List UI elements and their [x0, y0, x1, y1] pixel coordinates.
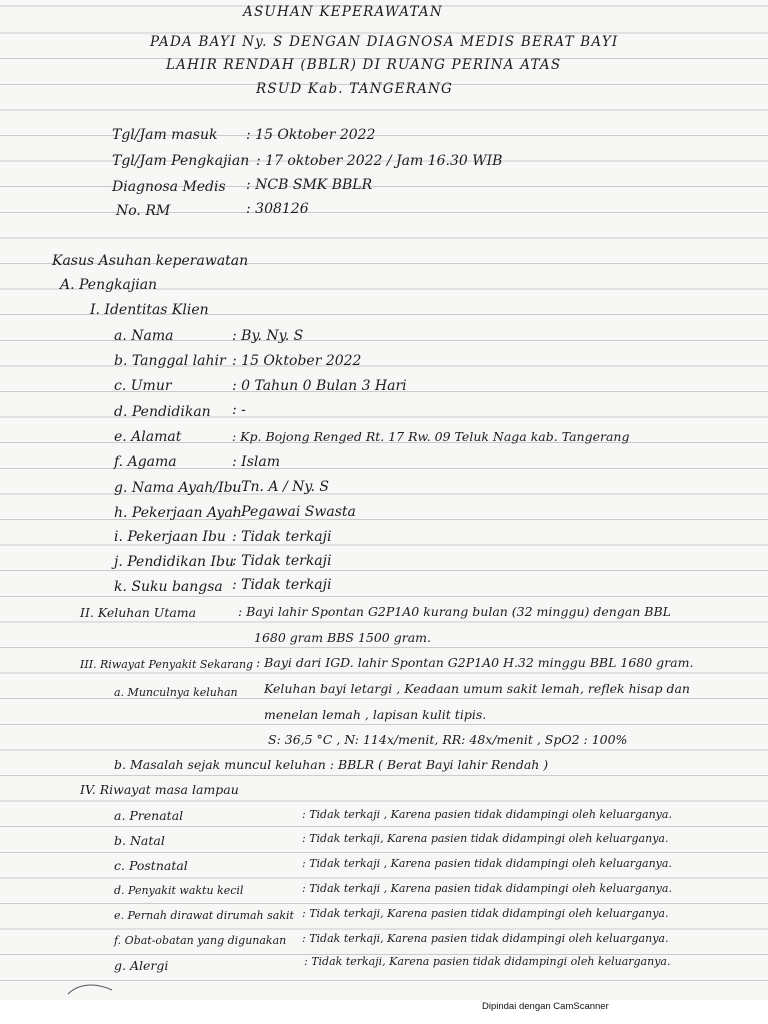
- section-3-sub-a-line-2: menelan lemah , lapisan kulit tipis.: [264, 707, 487, 722]
- info-value: : 17 oktober 2022 / Jam 16.30 WIB: [256, 153, 503, 169]
- identity-label: c. Umur: [114, 378, 172, 394]
- identity-label: b. Tanggal lahir: [114, 353, 226, 369]
- identity-label: k. Suku bangsa: [114, 579, 223, 595]
- info-label: Diagnosa Medis: [112, 179, 226, 195]
- history-value: : Tidak terkaji , Karena pasien tidak didampingi oleh keluarganya.: [302, 808, 672, 821]
- identity-label: i. Pekerjaan Ibu: [114, 529, 226, 545]
- identity-value: : 0 Tahun 0 Bulan 3 Hari: [232, 378, 407, 394]
- section-2-line-2: 1680 gram BBS 1500 gram.: [254, 630, 431, 645]
- identity-value: : 15 Oktober 2022: [232, 353, 362, 369]
- scan-margin: [0, 1000, 768, 1024]
- section-3-sub-a-line-1: Keluhan bayi letargi , Keadaan umum sakit lemah, reflek hisap dan: [264, 681, 690, 696]
- info-value: : 15 Oktober 2022: [246, 127, 376, 143]
- info-label: No. RM: [116, 203, 171, 219]
- history-value: : Tidak terkaji, Karena pasien tidak didampingi oleh keluarganya.: [302, 832, 669, 845]
- identity-value: : Pegawai Swasta: [232, 504, 356, 520]
- title-line-2: PADA BAYI Ny. S DENGAN DIAGNOSA MEDIS BERAT BAYI: [150, 34, 619, 50]
- identity-value: : Tidak terkaji: [232, 553, 332, 569]
- info-label: Tgl/Jam masuk: [112, 127, 218, 143]
- identity-value: : Kp. Bojong Renged Rt. 17 Rw. 09 Teluk Naga kab. Tangerang: [232, 429, 630, 444]
- title-line-1: ASUHAN KEPERAWATAN: [243, 4, 443, 20]
- identity-value: : By. Ny. S: [232, 328, 304, 344]
- history-label: a. Prenatal: [114, 808, 184, 823]
- title-line-3: LAHIR RENDAH (BBLR) DI RUANG PERINA ATAS: [166, 57, 562, 73]
- identity-value: : Tidak terkaji: [232, 529, 332, 545]
- history-label: g. Alergi: [114, 958, 169, 973]
- identity-label: d. Pendidikan: [114, 404, 211, 420]
- title-line-4: RSUD Kab. TANGERANG: [256, 81, 454, 97]
- section-3-sub-b: b. Masalah sejak muncul keluhan : BBLR ( Berat Bayi lahir Rendah ): [114, 757, 549, 772]
- history-label: e. Pernah dirawat dirumah sakit: [114, 909, 294, 922]
- history-value: : Tidak terkaji, Karena pasien tidak didampingi oleh keluarganya.: [304, 955, 671, 968]
- scanner-watermark: Dipindai dengan CamScanner: [482, 1001, 609, 1012]
- section-a-heading: A. Pengkajian: [60, 277, 158, 293]
- identity-label: g. Nama Ayah/Ibu: [114, 480, 242, 496]
- history-label: d. Penyakit waktu kecil: [114, 884, 244, 897]
- section-2-heading: II. Keluhan Utama: [80, 605, 197, 620]
- identity-label: j. Pendidikan Ibu: [114, 554, 235, 570]
- history-label: c. Postnatal: [114, 858, 188, 873]
- identity-label: f. Agama: [114, 454, 177, 470]
- section-3-heading: III. Riwayat Penyakit Sekarang: [80, 658, 254, 671]
- identity-value: : Tidak terkaji: [232, 577, 332, 593]
- info-value: : 308126: [246, 201, 309, 217]
- identity-value: : Tn. A / Ny. S: [232, 479, 329, 495]
- section-4-heading: IV. Riwayat masa lampau: [80, 782, 239, 797]
- identity-label: a. Nama: [114, 328, 174, 344]
- case-heading: Kasus Asuhan keperawatan: [52, 253, 249, 269]
- identity-value: : -: [232, 402, 246, 418]
- vital-signs: S: 36,5 °C , N: 114x/menit, RR: 48x/menit , SpO2 : 100%: [268, 732, 628, 747]
- history-value: : Tidak terkaji , Karena pasien tidak didampingi oleh keluarganya.: [302, 882, 672, 895]
- section-3-intro: : Bayi dari IGD. lahir Spontan G2P1A0 H.32 minggu BBL 1680 gram.: [256, 655, 694, 670]
- section-1-heading: I. Identitas Klien: [90, 302, 209, 318]
- identity-label: e. Alamat: [114, 429, 182, 445]
- history-value: : Tidak terkaji, Karena pasien tidak didampingi oleh keluarganya.: [302, 907, 669, 920]
- page-fold-mark: [66, 980, 116, 996]
- identity-value: : Islam: [232, 454, 280, 470]
- section-3-sub-a-label: a. Munculnya keluhan: [114, 686, 238, 699]
- identity-label: h. Pekerjaan Ayah: [114, 505, 242, 521]
- info-value: : NCB SMK BBLR: [246, 177, 373, 193]
- history-value: : Tidak terkaji , Karena pasien tidak didampingi oleh keluarganya.: [302, 857, 672, 870]
- section-2-line-1: : Bayi lahir Spontan G2P1A0 kurang bulan (32 minggu) dengan BBL: [238, 604, 671, 619]
- history-label: b. Natal: [114, 833, 165, 848]
- history-label: f. Obat-obatan yang digunakan: [114, 934, 287, 947]
- history-value: : Tidak terkaji, Karena pasien tidak didampingi oleh keluarganya.: [302, 932, 669, 945]
- info-label: Tgl/Jam Pengkajian: [112, 153, 250, 169]
